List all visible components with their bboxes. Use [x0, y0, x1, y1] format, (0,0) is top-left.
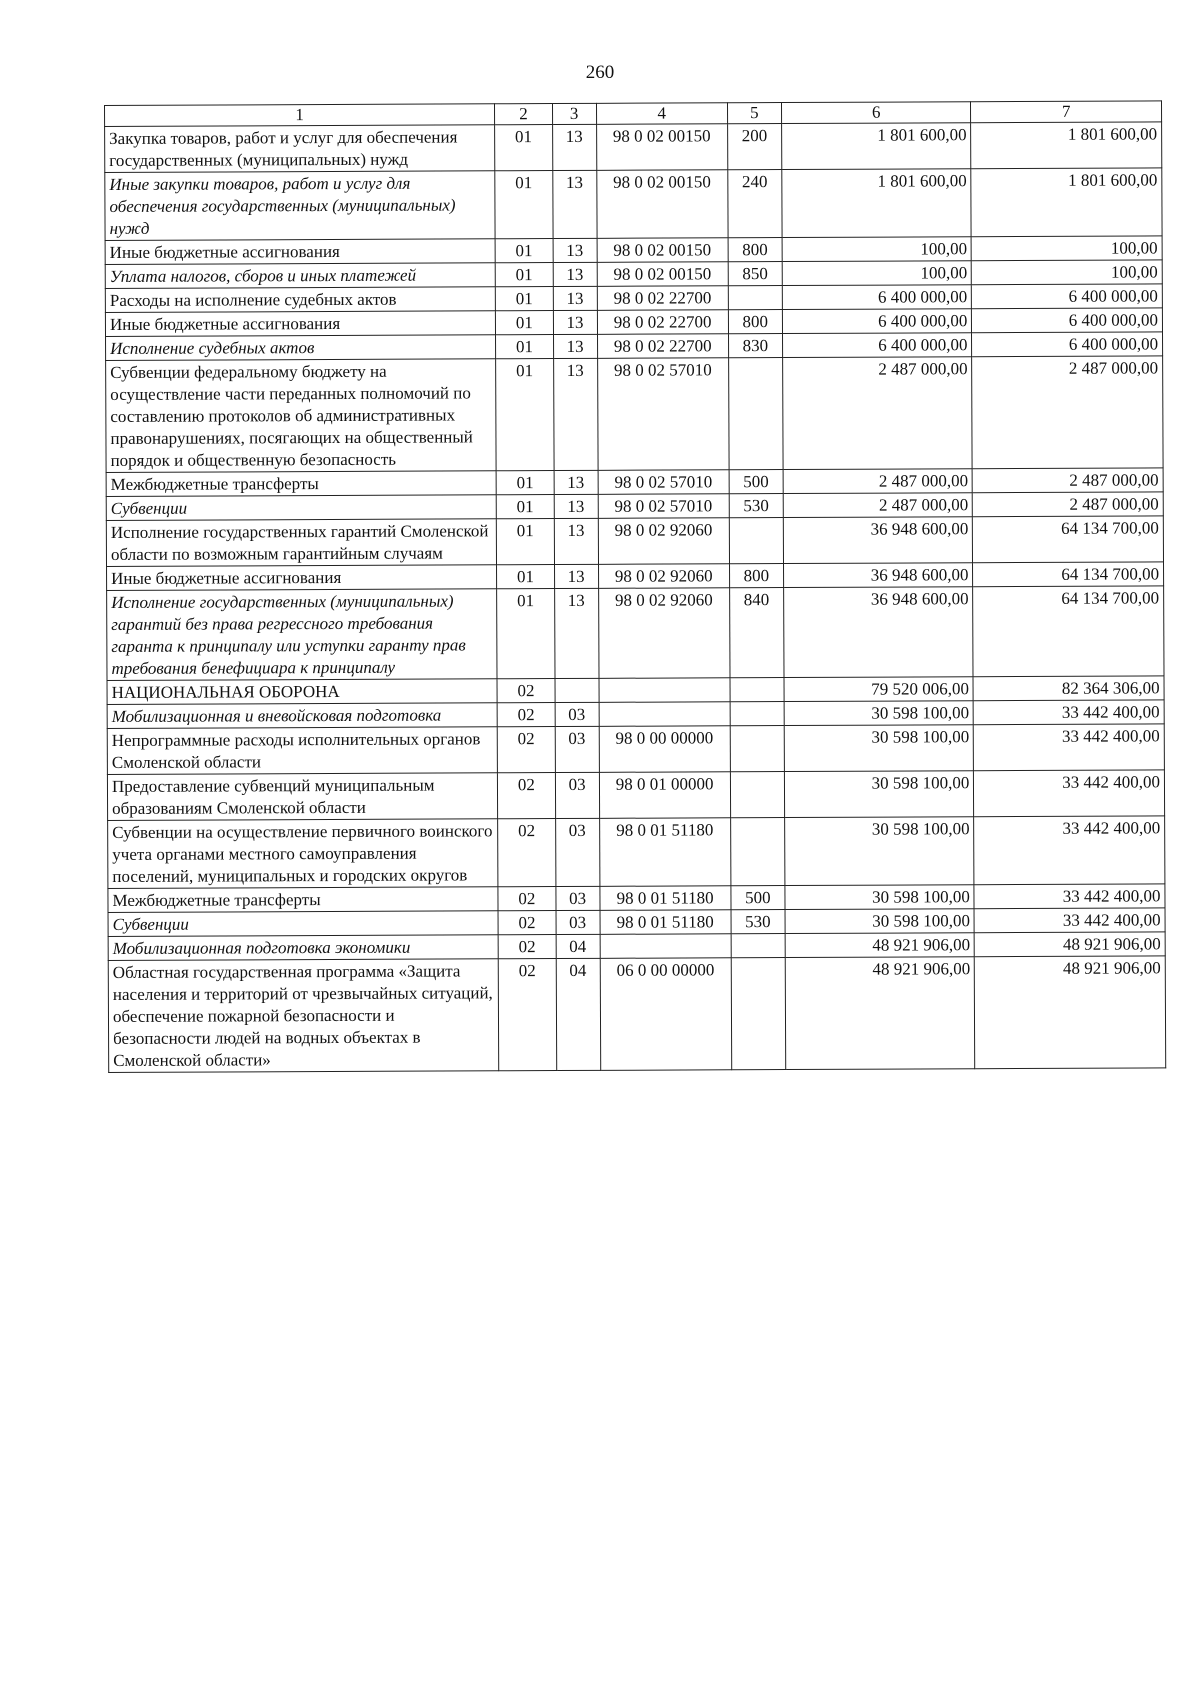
section-code-cell: 01: [495, 263, 552, 287]
subsection-code-cell: 04: [556, 958, 601, 1070]
amount-col6-cell: 2 487 000,00: [783, 469, 973, 494]
table-row: [107, 770, 1164, 821]
section-code-cell: 01: [497, 565, 554, 589]
target-article-cell: [600, 934, 731, 959]
subsection-code-cell: 03: [555, 818, 599, 886]
expense-type-cell: [731, 958, 786, 1070]
section-code-cell: 02: [498, 935, 555, 959]
amount-col6-cell: 36 948 600,00: [784, 587, 974, 678]
row-name-cell: Областная государственная программа «Защита населения и территорий от чрезвычайных ситуаций, обеспечение пожарной безопасности и безопасности людей на водных объектах в Смоленской области»: [108, 959, 499, 1073]
amount-col7-cell: 33 442 400,00: [974, 700, 1165, 725]
amount-col6-cell: 1 801 600,00: [782, 123, 972, 170]
target-article-cell: 98 0 02 00150: [597, 238, 728, 263]
amount-col7-cell: 64 134 700,00: [973, 562, 1164, 587]
expense-type-cell: [728, 286, 782, 310]
row-name-cell: Закупка товаров, работ и услуг для обеспечения государственных (муниципальных) нужд: [105, 125, 495, 173]
table-row: [107, 724, 1164, 775]
target-article-cell: 98 0 02 57010: [598, 494, 729, 519]
subsection-code-cell: 13: [553, 262, 597, 286]
expense-type-cell: [731, 934, 785, 958]
row-name-cell: Субвенции на осуществление первичного воинского учета органами местного самоуправления поселений, муниципальных и городских округов: [108, 819, 499, 889]
section-code-cell: 01: [496, 495, 553, 519]
row-name-cell: Предоставление субвенций муниципальным образованиям Смоленской области: [107, 773, 497, 821]
amount-col6-cell: 6 400 000,00: [782, 285, 972, 310]
amount-col7-cell: 33 442 400,00: [974, 908, 1165, 933]
row-name-cell: НАЦИОНАЛЬНАЯ ОБОРОНА: [107, 679, 497, 705]
section-code-cell: 02: [497, 679, 554, 703]
section-code-cell: 02: [498, 911, 555, 935]
table-row: [106, 356, 1163, 473]
amount-col7-cell: 100,00: [972, 260, 1163, 285]
row-name-cell: Расходы на исполнение судебных актов: [105, 287, 495, 313]
row-name-cell: Субвенции: [108, 911, 498, 937]
amount-col7-cell: 2 487 000,00: [973, 468, 1164, 493]
amount-col6-cell: 30 598 100,00: [784, 701, 974, 726]
amount-col7-cell: 33 442 400,00: [974, 816, 1165, 885]
amount-col7-cell: 1 801 600,00: [971, 168, 1162, 237]
table-row: [105, 168, 1162, 241]
subsection-code-cell: 13: [554, 494, 598, 518]
amount-col7-cell: 1 801 600,00: [971, 122, 1162, 169]
subsection-code-cell: 13: [554, 470, 598, 494]
expense-type-cell: 830: [728, 334, 782, 358]
amount-col6-cell: 36 948 600,00: [783, 517, 973, 564]
section-code-cell: 02: [497, 703, 554, 727]
section-code-cell: 02: [498, 819, 556, 887]
page-number: 260: [585, 62, 615, 83]
section-code-cell: 01: [496, 335, 553, 359]
subsection-code-cell: 03: [555, 772, 599, 818]
section-code-cell: 01: [496, 359, 554, 471]
subsection-code-cell: 03: [556, 910, 600, 934]
expense-type-cell: 850: [728, 262, 782, 286]
expense-type-cell: 800: [728, 310, 782, 334]
row-name-cell: Исполнение государственных (муниципальных) гарантий без права регрессного требования гаранта к принципалу или уступки гаранту прав требования бенефициара к принципалу: [107, 589, 498, 681]
row-name-cell: Исполнение судебных актов: [106, 335, 496, 361]
target-article-cell: 98 0 02 00150: [597, 262, 728, 287]
row-name-cell: Мобилизационная подготовка экономики: [108, 935, 498, 961]
target-article-cell: [599, 678, 730, 703]
column-header-3: 3: [552, 103, 596, 124]
subsection-code-cell: 03: [555, 726, 599, 772]
subsection-code-cell: 13: [554, 588, 598, 678]
expense-type-cell: 200: [727, 124, 781, 170]
amount-col7-cell: 48 921 906,00: [975, 956, 1166, 1069]
target-article-cell: 98 0 02 22700: [597, 286, 728, 311]
target-article-cell: 98 0 01 00000: [599, 772, 730, 819]
amount-col6-cell: 6 400 000,00: [782, 333, 972, 358]
row-name-cell: Субвенции федеральному бюджету на осуществление части переданных полномочий по составлению протоколов об административных правонарушениях, посягающих на общественный порядок и общественную безопасность: [106, 359, 497, 473]
expense-type-cell: [730, 772, 784, 818]
amount-col6-cell: 48 921 906,00: [785, 933, 975, 958]
expense-type-cell: 840: [729, 588, 784, 678]
amount-col7-cell: 64 134 700,00: [973, 516, 1164, 563]
amount-col6-cell: 100,00: [782, 261, 972, 286]
column-header-6: 6: [781, 102, 971, 124]
expense-type-cell: 500: [731, 886, 785, 910]
expense-type-cell: 800: [728, 238, 782, 262]
amount-col6-cell: 30 598 100,00: [785, 909, 975, 934]
amount-col6-cell: 30 598 100,00: [784, 771, 974, 818]
table-row: [107, 586, 1164, 681]
expense-type-cell: [730, 678, 784, 702]
section-code-cell: 01: [496, 471, 553, 495]
amount-col6-cell: 6 400 000,00: [782, 309, 972, 334]
amount-col7-cell: 6 400 000,00: [972, 284, 1163, 309]
table-row: [108, 816, 1165, 889]
amount-col7-cell: 33 442 400,00: [974, 770, 1165, 817]
subsection-code-cell: [555, 678, 599, 702]
row-name-cell: Иные закупки товаров, работ и услуг для обеспечения государственных (муниципальных) нужд: [105, 171, 496, 241]
subsection-code-cell: 13: [553, 286, 597, 310]
table-row: [108, 956, 1165, 1073]
amount-col7-cell: 33 442 400,00: [974, 724, 1165, 771]
subsection-code-cell: 13: [554, 564, 598, 588]
row-name-cell: Уплата налогов, сборов и иных платежей: [105, 263, 495, 289]
expense-type-cell: 530: [731, 910, 785, 934]
table-row: [106, 516, 1163, 567]
subsection-code-cell: 13: [553, 310, 597, 334]
amount-col7-cell: 6 400 000,00: [972, 308, 1163, 333]
row-name-cell: Иные бюджетные ассигнования: [107, 565, 497, 591]
expense-type-cell: [730, 702, 784, 726]
row-name-cell: Исполнение государственных гарантий Смоленской области по возможным гарантийным случаям: [106, 519, 496, 567]
table-row: [105, 122, 1162, 173]
amount-col7-cell: 2 487 000,00: [972, 356, 1163, 469]
subsection-code-cell: 13: [552, 170, 596, 238]
row-name-cell: Мобилизационная и вневойсковая подготовка: [107, 703, 497, 729]
target-article-cell: 98 0 02 00150: [596, 170, 727, 239]
expense-type-cell: 530: [729, 494, 783, 518]
row-name-cell: Межбюджетные трансферты: [108, 887, 498, 913]
subsection-code-cell: 13: [552, 124, 596, 170]
amount-col7-cell: 6 400 000,00: [972, 332, 1163, 357]
amount-col6-cell: 30 598 100,00: [785, 817, 975, 886]
column-header-1: 1: [105, 104, 495, 127]
column-header-2: 2: [495, 104, 552, 125]
amount-col6-cell: 100,00: [782, 237, 972, 262]
expense-type-cell: 240: [727, 170, 782, 238]
target-article-cell: 98 0 02 00150: [596, 124, 727, 171]
section-code-cell: 02: [498, 887, 555, 911]
row-name-cell: Иные бюджетные ассигнования: [105, 239, 495, 265]
target-article-cell: 98 0 02 92060: [598, 518, 729, 565]
target-article-cell: 98 0 01 51180: [600, 886, 731, 911]
target-article-cell: 98 0 02 92060: [598, 564, 729, 589]
target-article-cell: 98 0 02 92060: [598, 588, 729, 679]
row-name-cell: Непрограммные расходы исполнительных органов Смоленской области: [107, 727, 497, 775]
subsection-code-cell: 13: [554, 518, 598, 564]
amount-col6-cell: 2 487 000,00: [783, 357, 973, 470]
row-name-cell: Межбюджетные трансферты: [106, 471, 496, 497]
amount-col7-cell: 100,00: [972, 236, 1163, 261]
subsection-code-cell: 13: [553, 358, 598, 470]
section-code-cell: 01: [496, 311, 553, 335]
target-article-cell: 98 0 01 51180: [600, 910, 731, 935]
table-body: [105, 122, 1166, 1073]
column-header-4: 4: [596, 103, 727, 125]
amount-col6-cell: 79 520 006,00: [784, 677, 974, 702]
amount-col7-cell: 33 442 400,00: [974, 884, 1165, 909]
expense-type-cell: 500: [729, 470, 783, 494]
expense-type-cell: 800: [729, 564, 783, 588]
section-code-cell: 02: [498, 773, 556, 819]
subsection-code-cell: 03: [555, 886, 599, 910]
subsection-code-cell: 13: [553, 334, 597, 358]
section-code-cell: 02: [498, 959, 556, 1071]
target-article-cell: 98 0 02 57010: [598, 470, 729, 495]
row-name-cell: Субвенции: [106, 495, 496, 521]
amount-col6-cell: 36 948 600,00: [783, 563, 973, 588]
amount-col6-cell: 30 598 100,00: [785, 885, 975, 910]
amount-col6-cell: 1 801 600,00: [782, 169, 972, 238]
column-header-5: 5: [727, 103, 781, 124]
section-code-cell: 01: [497, 589, 555, 679]
section-code-cell: 01: [496, 287, 553, 311]
amount-col6-cell: 2 487 000,00: [783, 493, 973, 518]
target-article-cell: 98 0 00 00000: [599, 726, 730, 773]
budget-table: [104, 100, 1166, 1073]
target-article-cell: 98 0 01 51180: [599, 818, 730, 887]
target-article-cell: 98 0 02 22700: [597, 334, 728, 359]
amount-col6-cell: 48 921 906,00: [785, 957, 975, 1070]
amount-col7-cell: 2 487 000,00: [973, 492, 1164, 517]
section-code-cell: 01: [497, 519, 555, 565]
expense-type-cell: [729, 518, 783, 564]
column-header-7: 7: [971, 101, 1162, 123]
amount-col7-cell: 48 921 906,00: [975, 932, 1166, 957]
section-code-cell: 01: [495, 125, 553, 171]
expense-type-cell: [728, 358, 783, 470]
amount-col7-cell: 82 364 306,00: [973, 676, 1164, 701]
target-article-cell: 98 0 02 57010: [597, 358, 729, 471]
target-article-cell: [599, 702, 730, 727]
amount-col6-cell: 30 598 100,00: [784, 725, 974, 772]
section-code-cell: 02: [497, 727, 555, 773]
section-code-cell: 01: [495, 171, 553, 239]
subsection-code-cell: 13: [553, 238, 597, 262]
row-name-cell: Иные бюджетные ассигнования: [105, 311, 495, 337]
section-code-cell: 01: [495, 239, 552, 263]
target-article-cell: 98 0 02 22700: [597, 310, 728, 335]
expense-type-cell: [730, 818, 785, 886]
target-article-cell: 06 0 00 00000: [600, 958, 732, 1071]
subsection-code-cell: 04: [556, 934, 600, 958]
subsection-code-cell: 03: [555, 702, 599, 726]
amount-col7-cell: 64 134 700,00: [973, 586, 1164, 677]
expense-type-cell: [730, 726, 784, 772]
